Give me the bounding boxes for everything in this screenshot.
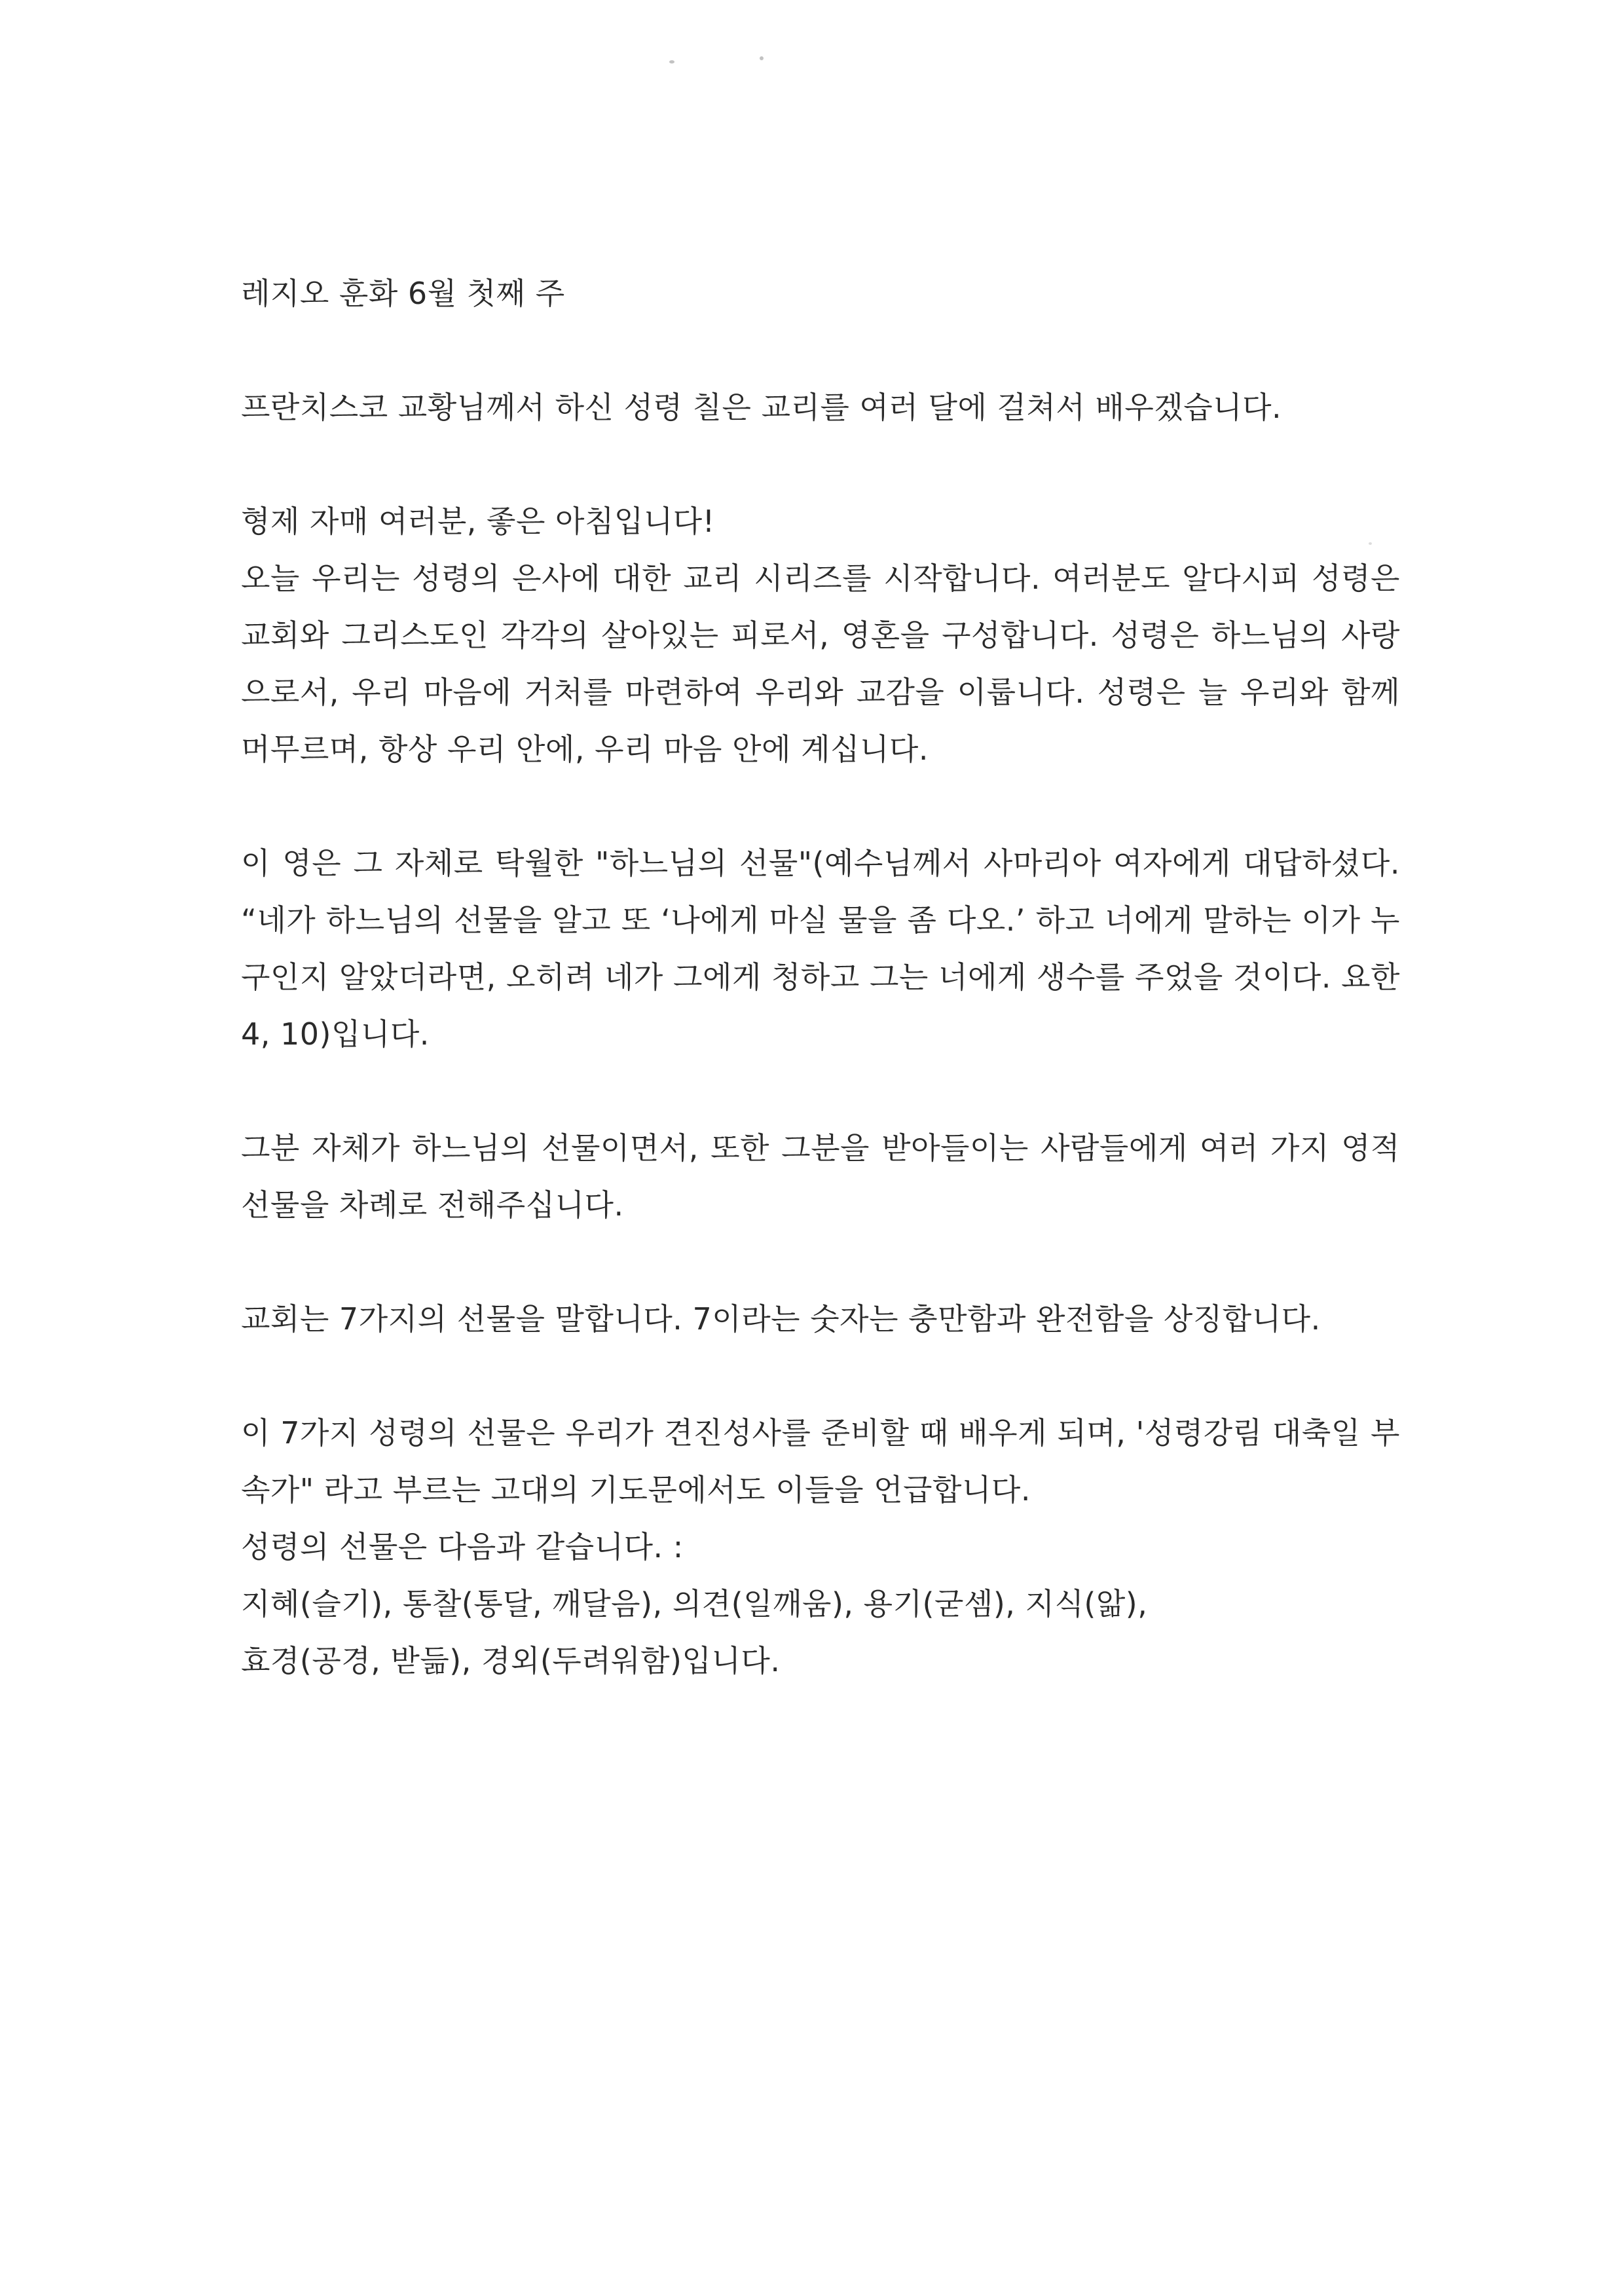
gift-list-line: 효경(공경, 받듦), 경외(두려워함)입니다. xyxy=(241,1643,781,1678)
document-body xyxy=(241,265,1400,1690)
paragraph-seven-gifts: 교회는 7가지의 선물을 말합니다. 7이라는 숫자는 충만함과 완전함을 상징합니다. xyxy=(241,1301,1321,1337)
paragraph-intro: 프란치스코 교황님께서 하신 성령 칠은 교리를 여러 달에 걸쳐서 배우겠습니다. xyxy=(241,390,1282,425)
gift-list-line: 지혜(슬기), 통찰(통달, 깨달음), 의견(일깨움), 용기(굳셈), 지식(앎), xyxy=(241,1586,1148,1621)
paragraph-spiritual-gifts: 그분 자체가 하느님의 선물이면서, 또한 그분을 받아들이는 사람들에게 여러 가지 영적 선물을 차례로 전해주십니다. xyxy=(241,1130,1400,1223)
paragraph-confirmation: 이 7가지 성령의 선물은 우리가 견진성사를 준비할 때 배우게 되며, '성령강림 대축일 부속가" 라고 부르는 고대의 기도문에서도 이들을 언급합니다. xyxy=(241,1415,1400,1508)
gift-list xyxy=(241,1576,1400,1690)
paragraph-holy-spirit: 오늘 우리는 성령의 은사에 대한 교리 시리즈를 시작합니다. 여러분도 알다시피 성령은 교회와 그리스도인 각각의 살아있는 피로서, 영혼을 구성합니다. 성령은 하느님의 사랑으로서, 우리 마음에 거처를 마련하여 우리와 교감을 이룹니다. 성령은 늘 우리와 함께 머무르며, 항상 우리 안에, 우리 마음 안에 계십니다. xyxy=(241,561,1400,767)
scan-speck xyxy=(760,56,764,60)
paragraph-greeting: 형제 자매 여러분, 좋은 아침입니다! xyxy=(241,504,715,539)
document-title: 레지오 훈화 6월 첫째 주 xyxy=(241,276,565,311)
paragraph-gift-of-god: 이 영은 그 자체로 탁월한 "하느님의 선물"(예수님께서 사마리아 여자에게 대답하셨다. “네가 하느님의 선물을 알고 또 ‘나에게 마실 물을 좀 다오.’ 하고 너에게 말하는 이가 누구인지 알았더라면, 오히려 네가 그에게 청하고 그는 너에게 생수를 주었을 것이다. 요한 4, 10)입니다. xyxy=(241,845,1400,1052)
scan-speck xyxy=(669,60,674,64)
list-intro: 성령의 선물은 다음과 같습니다. : xyxy=(241,1529,684,1565)
